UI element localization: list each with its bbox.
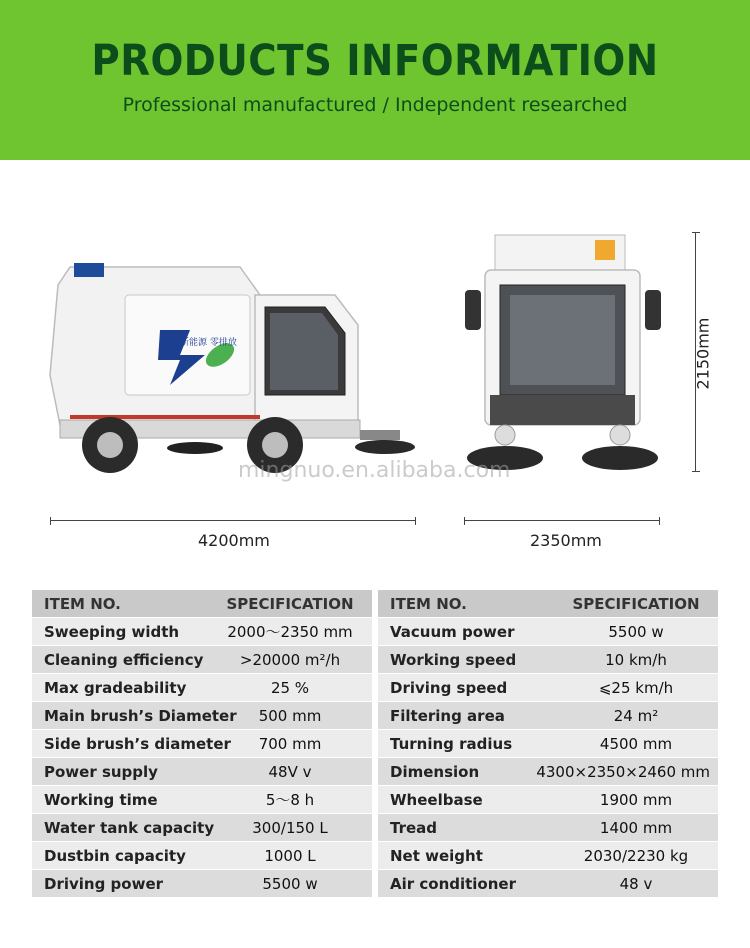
table-row <box>32 786 372 814</box>
item-cell: Sweeping width <box>44 622 180 641</box>
table-row <box>378 870 718 898</box>
item-cell: Wheelbase <box>390 790 483 809</box>
spec-table-right <box>378 590 718 898</box>
table-row <box>378 758 718 786</box>
table-row <box>32 842 372 870</box>
item-cell: Main brush’s Diameter <box>44 706 237 725</box>
item-cell: Driving speed <box>390 678 508 697</box>
spec-cell: 48V v <box>268 762 312 781</box>
spec-cell: 10 km/h <box>605 650 667 669</box>
table-row <box>32 618 372 646</box>
spec-cell: 25 % <box>270 678 310 697</box>
spec-cell: 4300×2350×2460 mm <box>536 762 710 781</box>
table-row <box>378 646 718 674</box>
table-row <box>378 842 718 870</box>
product-figure <box>0 160 750 580</box>
item-cell: Vacuum power <box>390 622 515 641</box>
page-subtitle: Professional manufactured / Independent researched <box>122 94 628 116</box>
spec-cell: 500 mm <box>258 706 322 725</box>
table-row <box>378 618 718 646</box>
table-row <box>378 674 718 702</box>
spec-cell: 700 mm <box>258 734 322 753</box>
spec-cell: 300/150 L <box>252 818 328 837</box>
item-cell: Dustbin capacity <box>44 846 186 865</box>
watermark: mingnuo.en.alibaba.com <box>238 458 511 483</box>
item-cell: Working time <box>44 790 158 809</box>
table-row <box>32 758 372 786</box>
spec-cell: 1000 L <box>264 846 316 865</box>
item-cell: Filtering area <box>390 706 505 725</box>
spec-header: SPECIFICATION <box>572 594 700 613</box>
length-label: 4200mm <box>198 531 270 550</box>
table-row <box>32 814 372 842</box>
width-dimension-line <box>464 520 660 521</box>
spec-cell: 24 m² <box>613 706 659 725</box>
spec-cell: 5500 w <box>608 622 664 641</box>
item-cell: Air conditioner <box>390 874 516 893</box>
spec-cell: 5～8 h <box>265 791 315 809</box>
table-header <box>32 590 372 618</box>
item-cell: Cleaning efficiency <box>44 650 204 669</box>
page-title: PRODUCTS INFORMATION <box>91 36 659 86</box>
spec-cell: 5500 w <box>262 874 318 893</box>
table-row <box>32 870 372 898</box>
table-row <box>32 646 372 674</box>
item-header: ITEM NO. <box>44 594 121 613</box>
length-dimension-line <box>50 520 416 521</box>
spec-cell: 4500 mm <box>599 734 673 753</box>
side-logo-text: 新能源 零排放 <box>180 338 237 348</box>
spec-header: SPECIFICATION <box>226 594 354 613</box>
header-banner <box>0 0 750 160</box>
item-cell: Working speed <box>390 650 517 669</box>
table-header <box>378 590 718 618</box>
table-row <box>378 786 718 814</box>
spec-cell: 48 v <box>619 874 653 893</box>
spec-cell: 1400 mm <box>599 818 673 837</box>
table-row <box>378 814 718 842</box>
item-cell: Dimension <box>390 762 480 781</box>
table-row <box>378 702 718 730</box>
item-cell: Net weight <box>390 846 483 865</box>
table-row <box>32 702 372 730</box>
sweeper-side-view <box>40 255 440 575</box>
spec-tables <box>32 590 718 898</box>
spec-cell: 1900 mm <box>599 790 673 809</box>
spec-cell: ⩽25 km/h <box>598 678 674 697</box>
sweeper-front-view <box>455 230 675 490</box>
item-cell: Power supply <box>44 762 158 781</box>
spec-cell: 2030/2230 kg <box>583 846 689 865</box>
spec-cell: 2000～2350 mm <box>227 623 353 641</box>
item-cell: Tread <box>390 818 438 837</box>
item-cell: Driving power <box>44 874 164 893</box>
item-cell: Water tank capacity <box>44 818 215 837</box>
spec-cell: >20000 m²/h <box>239 650 341 669</box>
item-cell: Max gradeability <box>44 678 187 697</box>
table-row <box>32 674 372 702</box>
width-label: 2350mm <box>530 531 602 550</box>
table-row <box>378 730 718 758</box>
height-label: 2150mm <box>693 317 713 390</box>
table-row <box>32 730 372 758</box>
item-cell: Turning radius <box>390 734 513 753</box>
item-cell: Side brush’s diameter <box>44 734 231 753</box>
item-header: ITEM NO. <box>390 594 467 613</box>
spec-table-left <box>32 590 372 898</box>
